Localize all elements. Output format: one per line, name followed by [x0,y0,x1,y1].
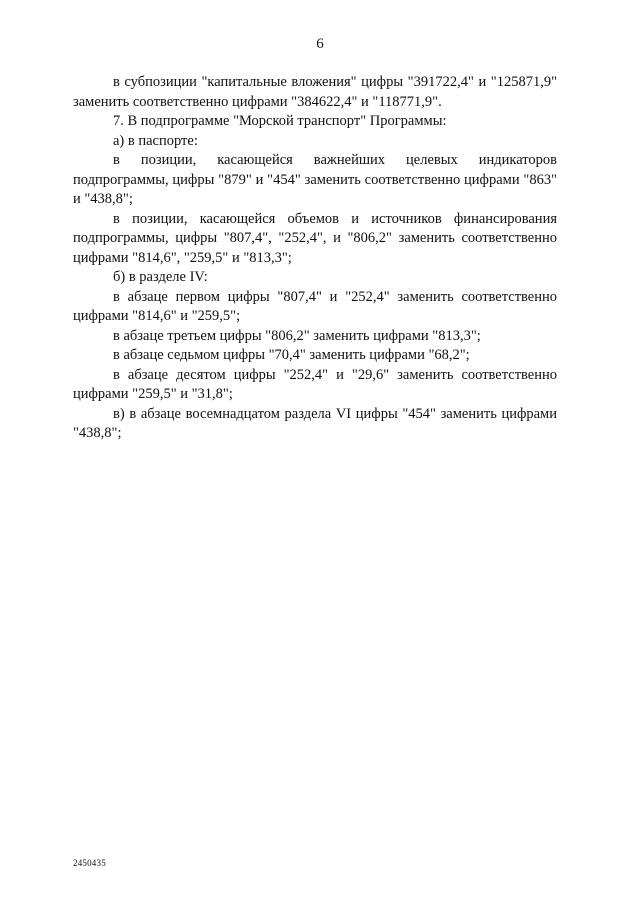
paragraph-item-7-heading: 7. В подпрограмме "Морской транспорт" Программы: [113,113,447,129]
paragraph-third-abzac: в абзаце третьем цифры "806,2" заменить цифрами "813,3"; [113,327,481,344]
document-code: 2450435 [73,858,106,868]
page-number: 6 [316,36,324,52]
paragraph-target-indicators: в позиции, касающейся важнейших целевых индикаторов подпрограммы, цифры "879" и "454" заменить соответственно цифрами "863" и "438,8"; [73,152,557,207]
paragraph-subitem-a: а) в паспорте: [113,132,198,149]
document-body [73,73,557,444]
paragraph-seventh-abzac: в абзаце седьмом цифры "70,4" заменить цифрами "68,2"; [113,347,470,363]
paragraph-subitem-v: в) в абзаце восемнадцатом раздела VI цифры "454" заменить цифрами "438,8"; [73,405,557,441]
paragraph-subposition-capital: в субпозиции "капитальные вложения" цифры "391722,4" и "125871,9" заменить соответственно цифрами "384622,4" и "118771,9". [73,74,557,110]
paragraph-subitem-b: б) в разделе IV: [113,269,208,285]
paragraph-tenth-abzac: в абзаце десятом цифры "252,4" и "29,6" заменить соответственно цифрами "259,5" и "31,8"; [73,366,557,402]
paragraph-first-abzac: в абзаце первом цифры "807,4" и "252,4" заменить соответственно цифрами "814,6" и "259,5"; [73,288,557,324]
paragraph-financing-volumes: в позиции, касающейся объемов и источников финансирования подпрограммы, цифры "807,4", "252,4", и "806,2" заменить соответственно цифрами "814,6", "259,5" и "813,3"; [73,210,557,266]
